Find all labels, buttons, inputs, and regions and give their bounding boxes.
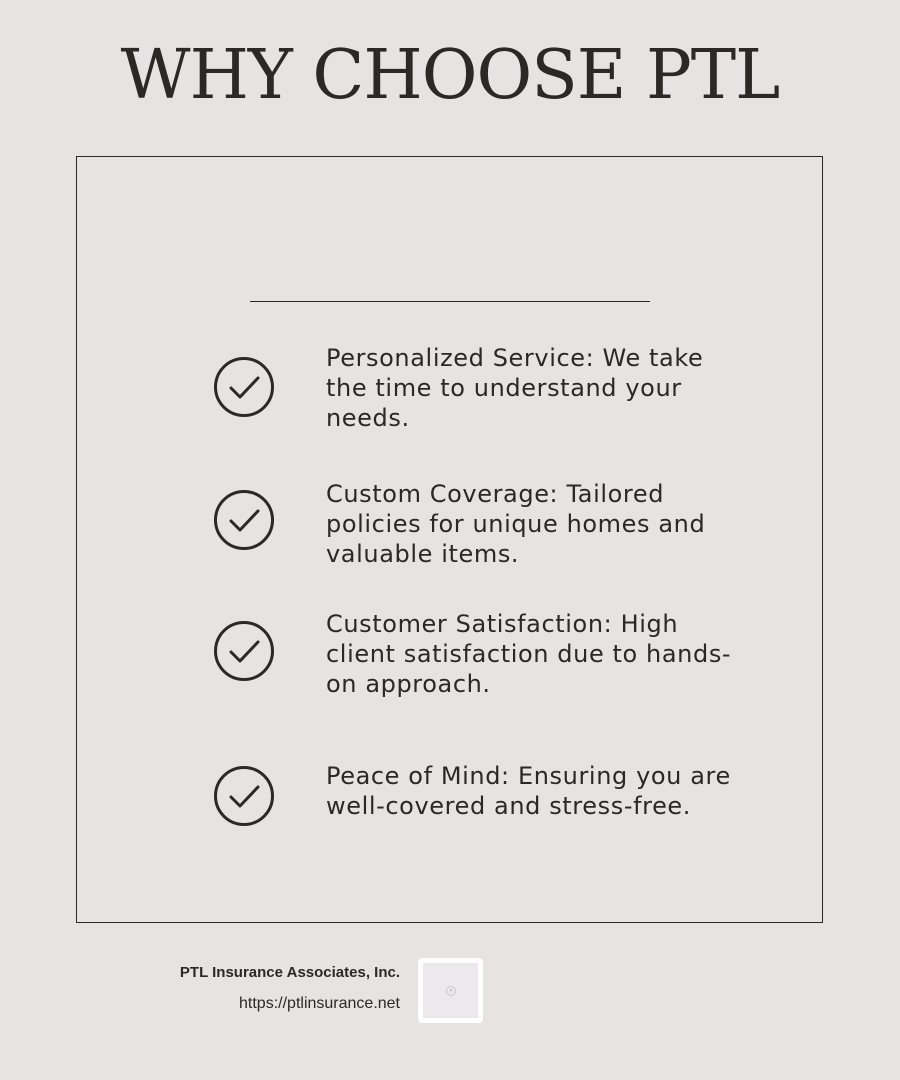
feature-text: Peace of Mind: Ensuring you are well-covered and stress-free. [326,762,731,820]
check-circle-icon [213,765,275,827]
feature-text: Customer Satisfaction: High client satisfaction due to hands-on approach. [326,610,732,698]
check-circle-icon [213,620,275,682]
check-circle-icon [213,489,275,551]
qr-code-icon [423,963,478,1018]
website-link[interactable]: https://ptlinsurance.net [239,995,400,1012]
page-title: WHY CHOOSE PTL [120,36,780,115]
check-circle-icon [213,356,275,418]
divider-line [250,301,650,302]
feature-text: Custom Coverage: Tailored policies for unique homes and valuable items. [326,480,706,568]
qr-code[interactable] [418,958,483,1023]
company-name: PTL Insurance Associates, Inc. [179,964,400,981]
feature-text: Personalized Service: We take the time to understand your needs. [326,344,704,432]
features-panel [76,156,823,923]
